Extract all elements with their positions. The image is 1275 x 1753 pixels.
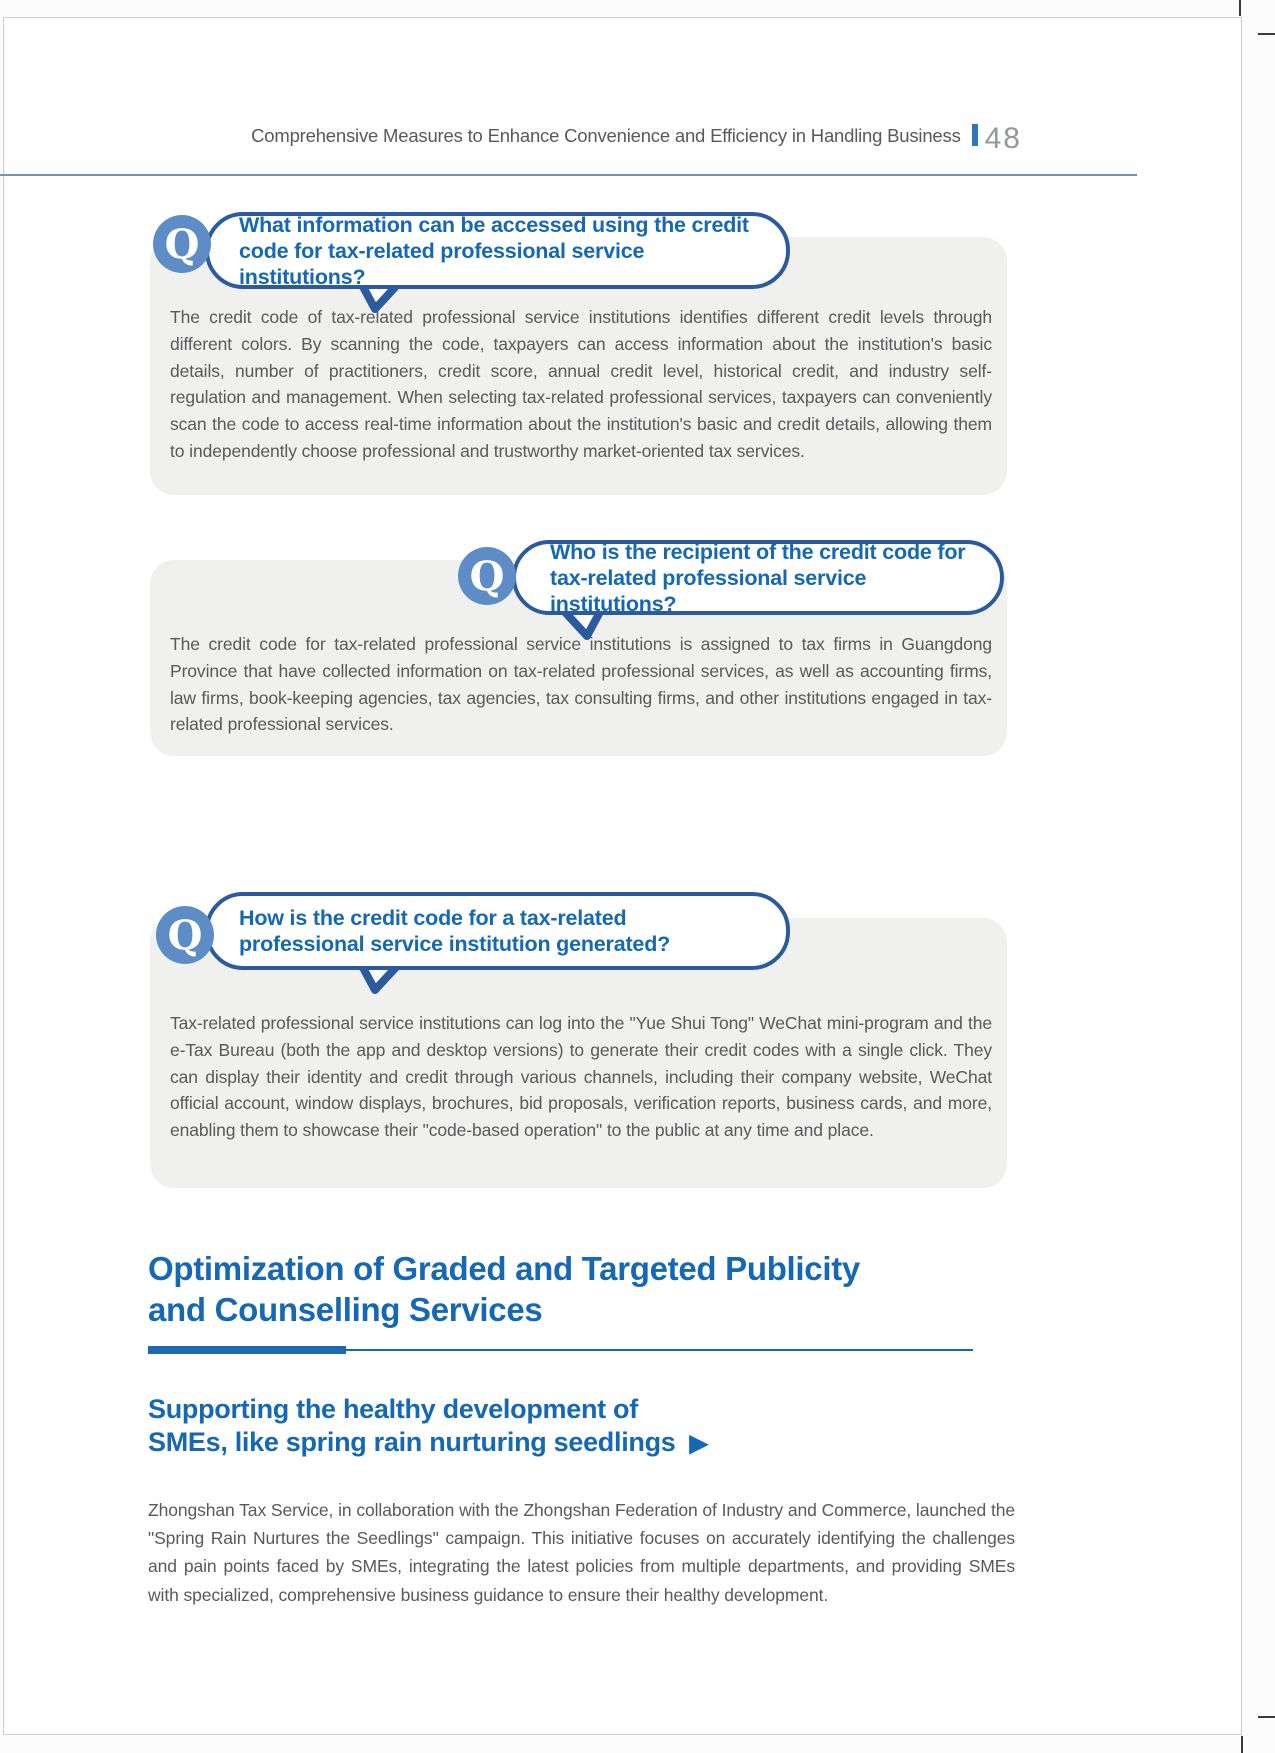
subsection-title: [148, 1393, 768, 1460]
body-paragraph: Zhongshan Tax Service, in collaboration with the Zhongshan Federation of Industry and Commerce, launched the "Spring Rain Nurtures the Seedlings" campaign. This initiative focuses on accurately identifying the challenges and pain points faced by SMEs, integrating the latest policies from multiple departments, and providing SMEs with specialized, comprehensive business guidance to ensure their healthy development.: [148, 1500, 1015, 1605]
q-badge-letter: Q: [167, 911, 203, 959]
header-rule: [0, 174, 1137, 176]
running-header-title: Comprehensive Measures to Enhance Convenience and Efficiency in Handling Business: [251, 125, 961, 146]
question-bubble-1: [205, 212, 790, 289]
crop-mark-bottom-right: [1241, 1736, 1243, 1753]
question-bubble-3: [205, 892, 790, 970]
header-accent-bar: [972, 124, 978, 146]
section-rule-accent: [148, 1346, 346, 1354]
q-badge-icon: [458, 547, 516, 605]
section-title-line-1: Optimization of Graded and Targeted Publicity: [148, 1250, 860, 1287]
question-text-1: What information can be accessed using the credit code for tax-related professional service institutions?: [239, 212, 749, 289]
q-badge-icon: [156, 906, 214, 964]
question-text-3: How is the credit code for a tax-related professional service institution generated?: [239, 906, 671, 956]
crop-mark-right-upper: [1258, 33, 1275, 35]
question-bubble-2: [512, 540, 1004, 615]
subsection-title-text: SMEs, like spring rain nurturing seedlings: [148, 1427, 676, 1457]
crop-mark-right-lower: [1258, 1716, 1275, 1718]
subsection-title-line-1: Supporting the healthy development of: [148, 1394, 638, 1424]
answer-text-2: The credit code for tax-related professional service institutions is assigned to tax firms in Guangdong Province that have collected information on tax-related professional services, as well as accounting firms, law firms, book-keeping agencies, tax agencies, tax consulting firms, and other institutions engaged in tax-related professional services.: [170, 634, 992, 735]
answer-text-1: The credit code of tax-related professional service institutions identifies different credit levels through different colors. By scanning the code, taxpayers can access information about the institution's basic details, number of practitioners, credit score, annual credit level, historical credit, and industry self-regulation and management. When selecting tax-related professional services, taxpayers can conveniently scan the code to access real-time information about the institution's basic and credit details, allowing them to independently choose professional and trustworthy market-oriented tax services.: [170, 307, 992, 461]
q-badge-icon: [153, 215, 211, 273]
subsection-title-line-2: [148, 1426, 768, 1460]
crop-mark-top-right: [1239, 0, 1241, 16]
section-title-line-2: and Counselling Services: [148, 1291, 543, 1328]
page-number: 48: [984, 122, 1022, 155]
q-badge-letter: Q: [164, 220, 200, 268]
running-header: [0, 122, 1022, 156]
answer-text-3: Tax-related professional service institutions can log into the "Yue Shui Tong" WeChat mini-program and the e-Tax Bureau (both the app and desktop versions) to generate their credit codes with a single click. They can display their identity and credit through various channels, including their company website, WeChat official account, window displays, brochures, bid proposals, verification reports, business cards, and more, enabling them to showcase their "code-based operation" to the public at any time and place.: [170, 1013, 992, 1141]
triangle-arrow-icon: ▶: [689, 1430, 708, 1457]
section-title: [148, 1248, 938, 1330]
question-text-2: Who is the recipient of the credit code for tax-related professional service institutions?: [550, 539, 966, 616]
q-badge-letter: Q: [469, 552, 505, 600]
